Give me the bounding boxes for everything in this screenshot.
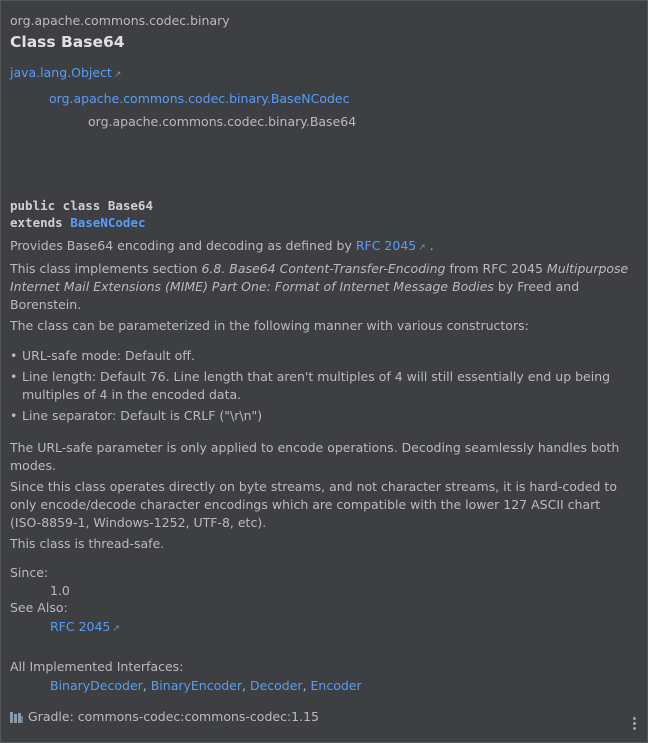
external-link-icon: ↗ xyxy=(112,624,120,634)
extends-clause xyxy=(10,215,145,230)
gradle-library-icon xyxy=(10,711,24,723)
since-value: 1.0 xyxy=(50,583,70,598)
since-label: Since: xyxy=(10,565,49,580)
class-title: Class Base64 xyxy=(10,33,125,51)
description-p6: This class is thread-safe. xyxy=(10,536,165,551)
see-also-label: See Also: xyxy=(10,600,68,615)
package-name: org.apache.commons.codec.binary xyxy=(10,13,230,28)
rfc2045-link[interactable]: RFC 2045 xyxy=(355,238,417,253)
p1-text: Provides Base64 encoding and decoding as defined by xyxy=(10,238,352,253)
description-p1 xyxy=(10,237,635,257)
description-p3: The class can be parameterized in the following manner with various constructors: xyxy=(10,318,529,333)
encoder-link[interactable]: Encoder xyxy=(310,678,362,693)
gradle-coordinates: Gradle: commons-codec:commons-codec:1.15 xyxy=(28,709,319,724)
hierarchy-level-0 xyxy=(10,65,121,80)
separator: , xyxy=(242,678,250,693)
separator: , xyxy=(302,678,311,693)
list-item: • Line length: Default 76. Line length that aren't multiples of 4 will still essentially end up being multiples of 4 in the encoded data. xyxy=(10,368,635,404)
see-also-rfc2045-link[interactable]: RFC 2045 xyxy=(50,619,111,634)
binaryencoder-link[interactable]: BinaryEncoder xyxy=(150,678,243,693)
hierarchy-level-1 xyxy=(49,91,350,106)
description-p2 xyxy=(10,260,635,314)
options-list xyxy=(10,347,635,425)
decoder-link[interactable]: Decoder xyxy=(249,678,303,693)
separator: , xyxy=(142,678,151,693)
java-lang-object-link[interactable]: java.lang.Object xyxy=(10,65,112,80)
binarydecoder-link[interactable]: BinaryDecoder xyxy=(50,678,143,693)
external-link-icon: ↗ xyxy=(113,70,122,80)
description-p5: Since this class operates directly on byte streams, and not character streams, it is hard-coded to only encode/decode character encodings which are compatible with the lower 127 ASCII chart (ISO-8859-1, Windows-1252, UTF-8, etc). xyxy=(10,479,617,530)
p2-em1: 6.8. Base64 Content-Transfer-Encoding xyxy=(201,261,446,276)
see-also-value xyxy=(50,619,120,634)
class-signature: public class Base64 xyxy=(10,198,153,213)
interfaces-list xyxy=(50,678,362,693)
more-vertical-icon[interactable] xyxy=(633,717,637,733)
description-p4: The URL-safe parameter is only applied to encode operations. Decoding seamlessly handles both modes. xyxy=(10,440,620,473)
list-item: • Line separator: Default is CRLF ("\r\n") xyxy=(10,407,635,425)
p2-b: from RFC 2045 xyxy=(449,261,543,276)
p1-end: . xyxy=(429,238,434,253)
list-item: • URL-safe mode: Default off. xyxy=(10,347,635,365)
hierarchy-level-2: org.apache.commons.codec.binary.Base64 xyxy=(88,114,357,129)
external-link-icon: ↗ xyxy=(418,243,426,253)
basencodec-link[interactable]: BaseNCodec xyxy=(70,215,146,230)
p2-em2: Multipurpose Internet Mail Extensions (MIME) Part One: Format of Internet Message Bodies xyxy=(10,261,629,294)
extends-keyword: extends xyxy=(10,215,63,230)
p2-a: This class implements section xyxy=(10,261,198,276)
p2-c: by Freed and Borenstein. xyxy=(10,279,580,312)
basencodec-hierarchy-link[interactable]: org.apache.commons.codec.binary.BaseNCodec xyxy=(49,91,350,106)
interfaces-label: All Implemented Interfaces: xyxy=(10,659,184,674)
gradle-footer xyxy=(10,709,319,724)
